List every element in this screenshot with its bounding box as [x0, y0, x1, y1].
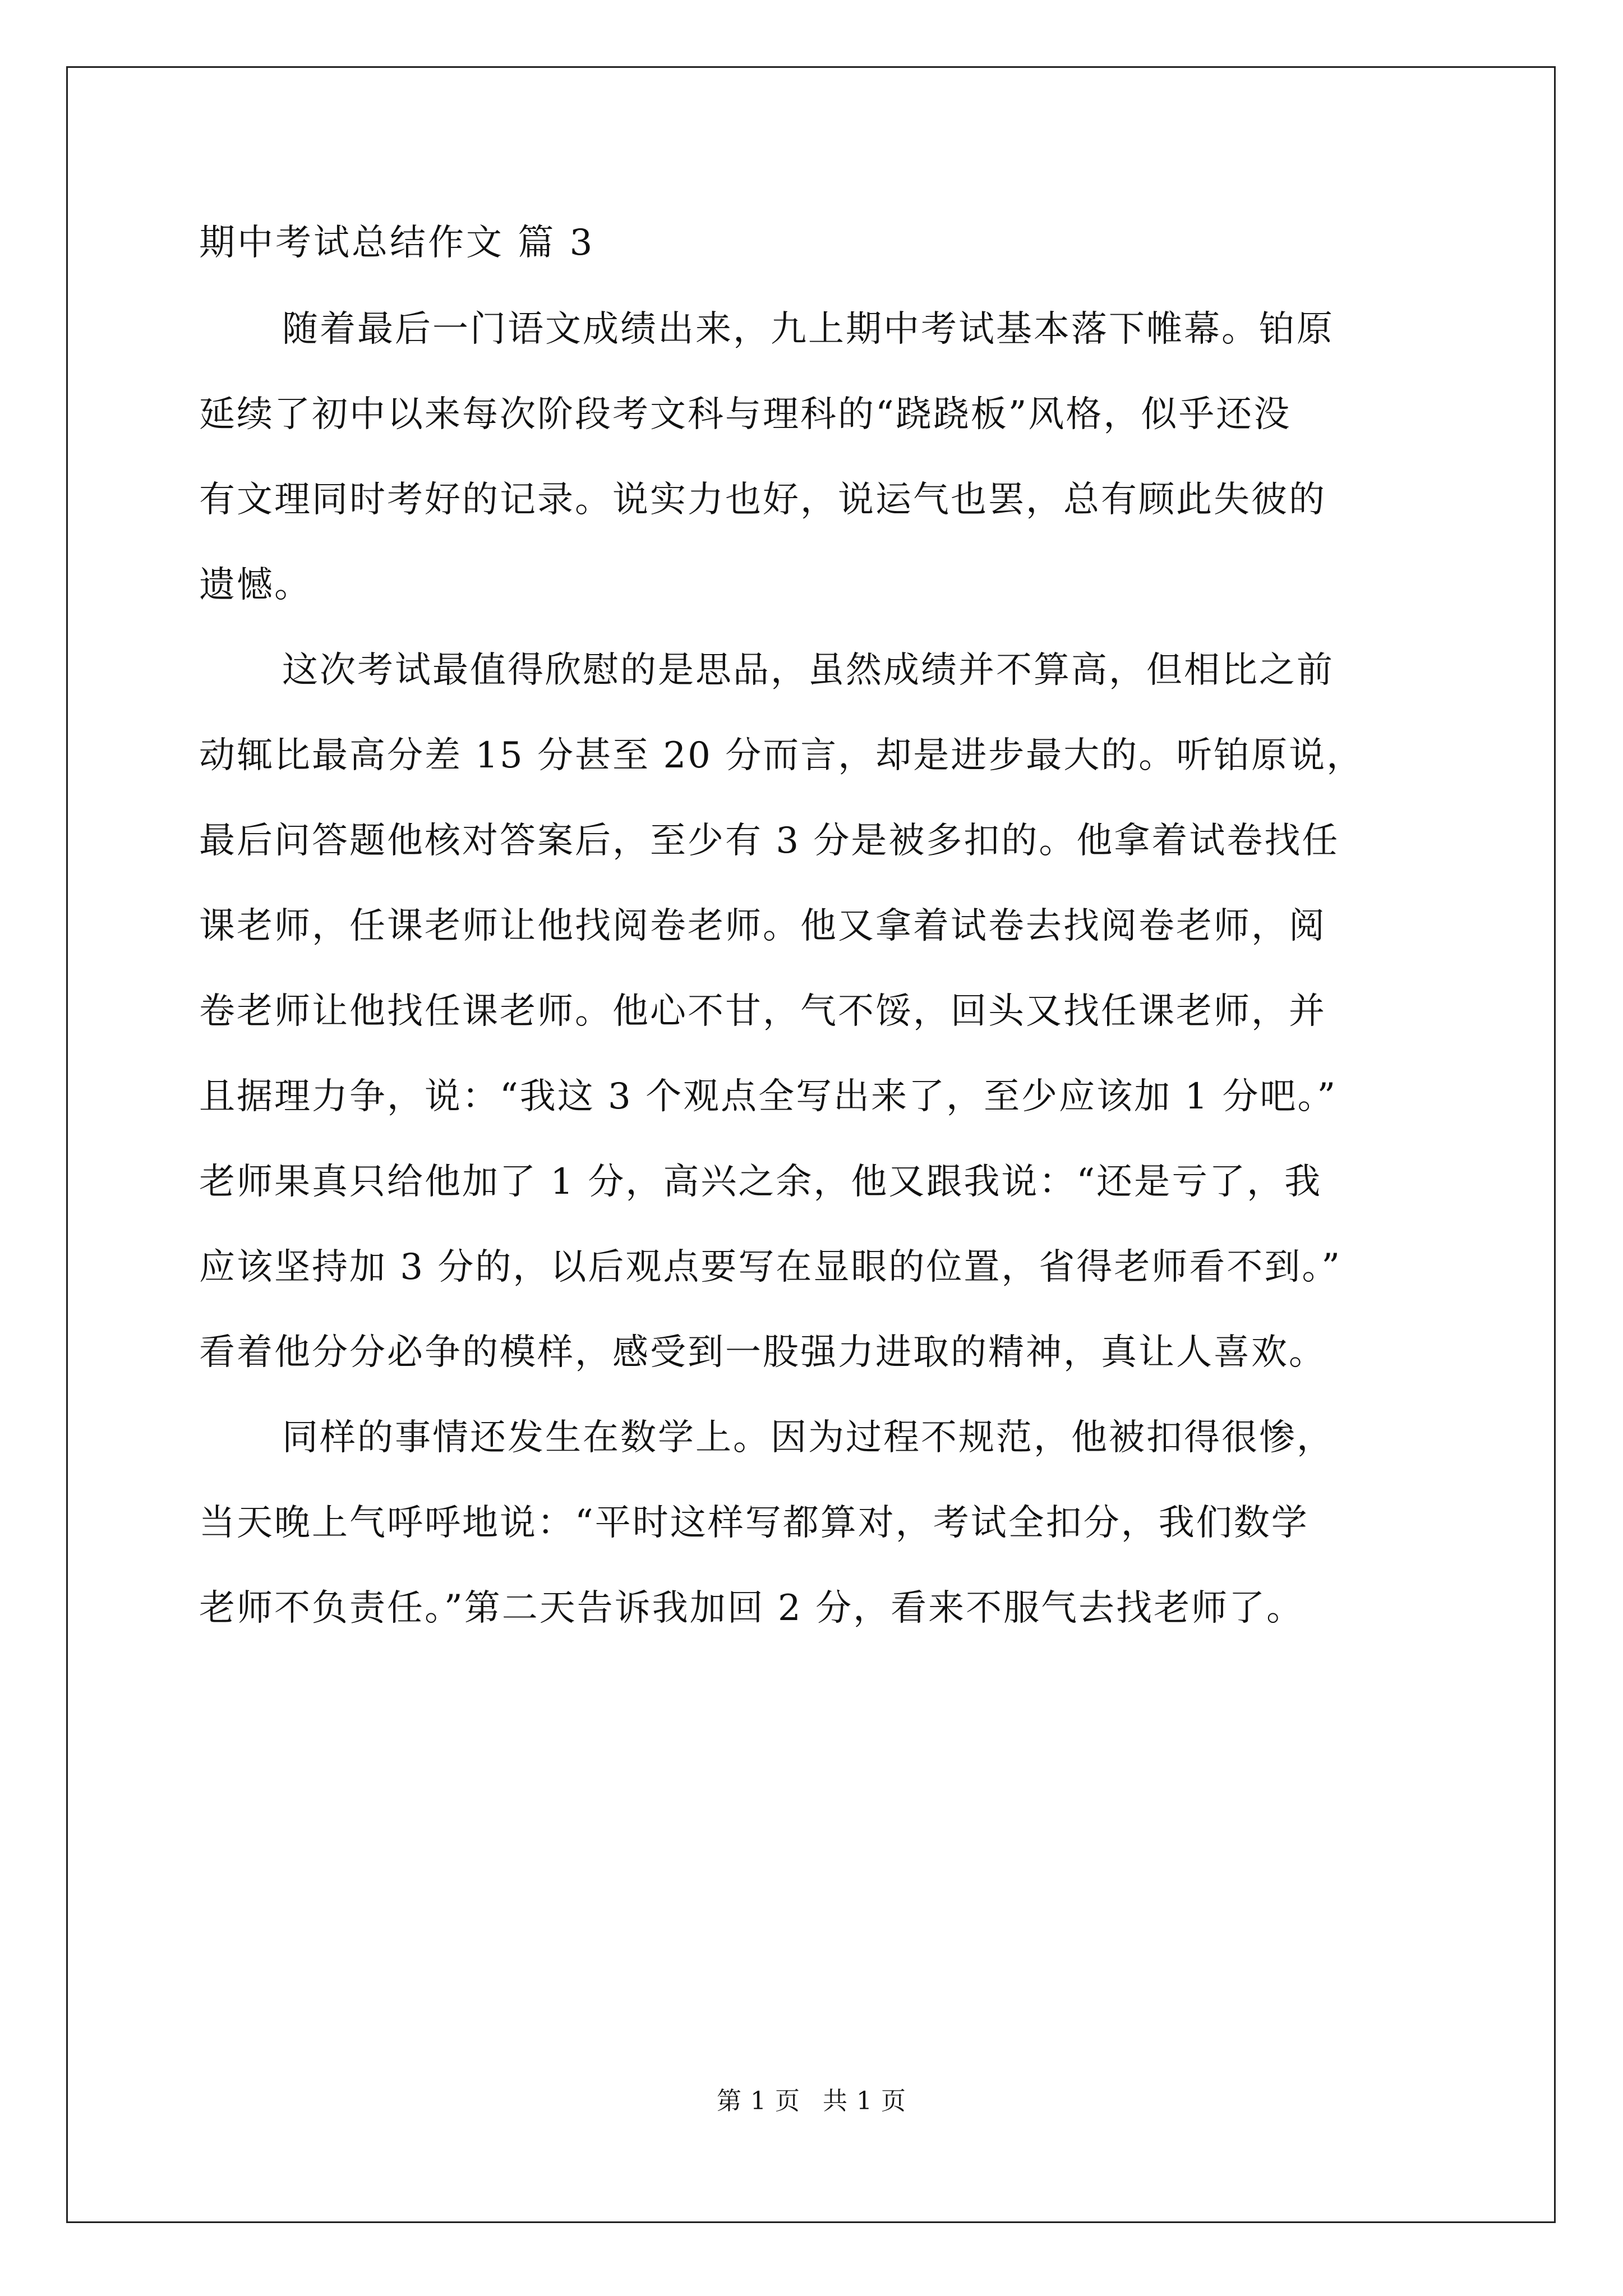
paragraph-line: 延续了初中以来每次阶段考文科与理科的“跷跷板”风格，似乎还没: [199, 394, 1292, 435]
paragraph-2: [199, 628, 1427, 1395]
document-title: 期中考试总结作文 篇 3: [199, 222, 595, 264]
paragraph-line: 应该坚持加 3 分的，以后观点要写在显眼的位置，省得老师看不到。”: [199, 1246, 1342, 1288]
paragraph-line: 最后问答题他核对答案后，至少有 3 分是被多扣的。他拿着试卷找任: [199, 820, 1340, 862]
paragraph-line: 卷老师让他找任课老师。他心不甘，气不馁，回头又找任课老师，并: [199, 991, 1326, 1032]
paragraph-line: 老师果真只给他加了 1 分，高兴之余，他又跟我说：“还是亏了，我: [199, 1161, 1322, 1203]
page-number-total: 共 1 页: [823, 2087, 906, 2115]
page-number-current: 第 1 页: [717, 2087, 800, 2115]
paragraph-line: 动辄比最高分差 15 分甚至 20 分而言，却是进步最大的。听铂原说，: [199, 735, 1364, 776]
page-footer: [0, 2086, 1623, 2117]
paragraph-line: 且据理力争，说：“我这 3 个观点全写出来了，至少应该加 1 分吧。”: [199, 1076, 1338, 1117]
paragraph-line: 遗憾。: [199, 564, 312, 606]
paragraph-line: 有文理同时考好的记录。说实力也好，说运气也罢，总有顾此失彼的: [199, 479, 1326, 521]
paragraph-line: 看着他分分必争的模样，感受到一股强力进取的精神，真让人喜欢。: [199, 1332, 1326, 1373]
paragraph-line: 随着最后一门语文成绩出来，九上期中考试基本落下帷幕。铂原: [282, 309, 1334, 350]
paragraph-line: 这次考试最值得欣慰的是思品，虽然成绩并不算高，但相比之前: [282, 650, 1334, 691]
document-body: [199, 222, 1427, 1651]
paragraph-line: 同样的事情还发生在数学上。因为过程不规范，他被扣得很惨，: [282, 1417, 1334, 1458]
paragraph-line: 老师不负责任。”第二天告诉我加回 2 分，看来不服气去找老师了。: [199, 1588, 1304, 1629]
paragraph-line: 课老师，任课老师让他找阅卷老师。他又拿着试卷去找阅卷老师，阅: [199, 905, 1326, 947]
paragraph-1: [199, 287, 1427, 628]
paragraph-3: [199, 1395, 1427, 1651]
paragraph-line: 当天晚上气呼呼地说：“平时这样写都算对，考试全扣分，我们数学: [199, 1502, 1309, 1544]
